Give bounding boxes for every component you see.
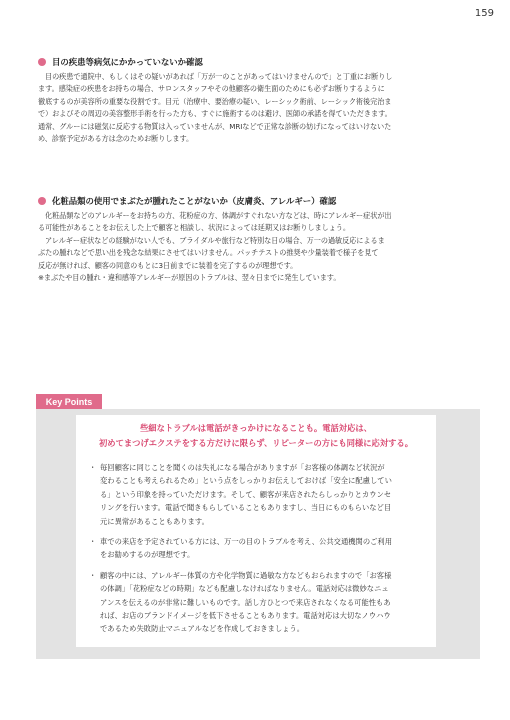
section-heading xyxy=(38,56,478,68)
pink-bullet-icon xyxy=(38,58,46,66)
text-line: ます。感染症の疾患をお持ちの場合、サロンスタッフやその他顧客の衛生面のためにも必ずお断りするように xyxy=(38,84,385,94)
section-heading xyxy=(38,195,478,207)
text-line: 車での来店を予定されている方には、万一の目のトラブルを考え、公共交通機関のご利用 xyxy=(100,537,393,547)
heading-text: 目の疾患等病気にかかっていないか確認 xyxy=(52,57,203,67)
text-line: め、診察予定がある方は念のためお断りします。 xyxy=(38,134,194,144)
headline-line: 些細なトラブルは電話がきっかけになることも。電話対応は、 xyxy=(140,423,372,433)
key-points-headline xyxy=(86,421,426,451)
section-allergy xyxy=(38,195,478,284)
text-line: 変わることも考えられるため」という点をしっかりお伝えしておけば「安全に配慮してい xyxy=(100,476,392,486)
text-line: 毎回顧客に同じことを聞くのは失礼になる場合がありますが「お客様の体調など状況が xyxy=(100,463,385,472)
bullet-mark: ・ xyxy=(89,537,97,547)
text-line: 反応が無ければ、顧客の同意のもとに3日前までに装着を完了するのが理想です。 xyxy=(38,260,298,270)
pink-bullet-icon xyxy=(38,197,46,205)
list-item xyxy=(86,569,426,636)
list-item xyxy=(86,535,426,562)
text-line: で）およびその周辺の美容整形手術を行った方も、すぐに施術するのは避け、医師の承諾を得ていただきます。 xyxy=(38,109,392,119)
section-eye-disease xyxy=(38,56,478,145)
text-line: リングを行います。電話で聞きもらしていることもありますし、当日にものもらいなど目 xyxy=(100,503,392,513)
section-body xyxy=(38,210,478,284)
key-points-list xyxy=(86,461,426,636)
text-line: アンスを伝えるのが非常に難しいものです。話し方ひとつで来店されなくなる可能性もあ xyxy=(100,597,391,607)
key-points-content xyxy=(76,415,436,647)
text-line: をお勧めするのが理想です。 xyxy=(100,550,195,560)
text-line: 通常、グルーには磁気に反応する物質は入っていませんが、MRIなどで正常な診断の妨げになってはいけないた xyxy=(38,121,392,131)
text-line: 元に異常があることもあります。 xyxy=(100,516,209,526)
text-line: アレルギー症状などの経験がない人でも、ブライダルや旅行など特別な日の場合、万一の過敏反応によるま xyxy=(45,235,385,245)
page-number: 159 xyxy=(474,8,494,19)
key-points-frame xyxy=(36,409,480,659)
text-line: ぶたの腫れなどで思い出を残念な結果にさせてはいけません。パッチテストの推奨や少量装着で様子を見て xyxy=(38,248,379,258)
key-points-box xyxy=(36,394,480,659)
text-line: であるため失敗防止マニュアルなどを作成しておきましょう。 xyxy=(100,624,305,634)
text-line: る」という印象を持っていただけます。そして、顧客が来店されたらしっかりとカウンセ xyxy=(100,489,392,499)
headline-line: 初めてまつげエクステをする方だけに限らず、リピーターの方にも同様に応対する。 xyxy=(98,438,414,448)
list-item xyxy=(86,461,426,528)
text-line: 目の疾患で通院中、もしくはその疑いがあれば「万が一のことがあってはいけませんので」と丁重にお断りし xyxy=(45,72,393,81)
heading-text: 化粧品類の使用でまぶたが腫れたことがないか（皮膚炎、アレルギー）確認 xyxy=(52,196,337,206)
text-line: 顧客の中には、アレルギー体質の方や化学物質に過敏な方などもおられますので「お客様 xyxy=(100,570,392,580)
key-points-tab: Key Points xyxy=(36,394,102,409)
bullet-mark: ・ xyxy=(89,463,97,472)
text-line: の体調」「花粉症などの時期」なども配慮しなければなりません。電話対応は微妙なニュ xyxy=(100,584,389,594)
section-body xyxy=(38,71,478,145)
text-line: る可能性があることをお伝えした上で顧客と相談し、状況によっては延期又はお断りしましょう。 xyxy=(38,223,350,233)
text-line: れば、お店のブランドイメージを低下させることもあります。電話対応は大切なノウハウ xyxy=(100,611,391,621)
text-line: 徹底するのが美容所の重要な役割です。目元（治療中、要治療の疑い、レーシック術前、レーシック術後完治ま xyxy=(38,96,392,106)
text-line: 化粧品類などのアレルギーをお持ちの方、花粉症の方、体調がすぐれない方などは、時にアレルギー症状が出 xyxy=(45,211,392,220)
text-line: ※まぶたや目の腫れ・違和感等アレルギーが原因のトラブルは、翌々日までに発生しています。 xyxy=(38,273,341,283)
bullet-mark: ・ xyxy=(89,570,97,580)
